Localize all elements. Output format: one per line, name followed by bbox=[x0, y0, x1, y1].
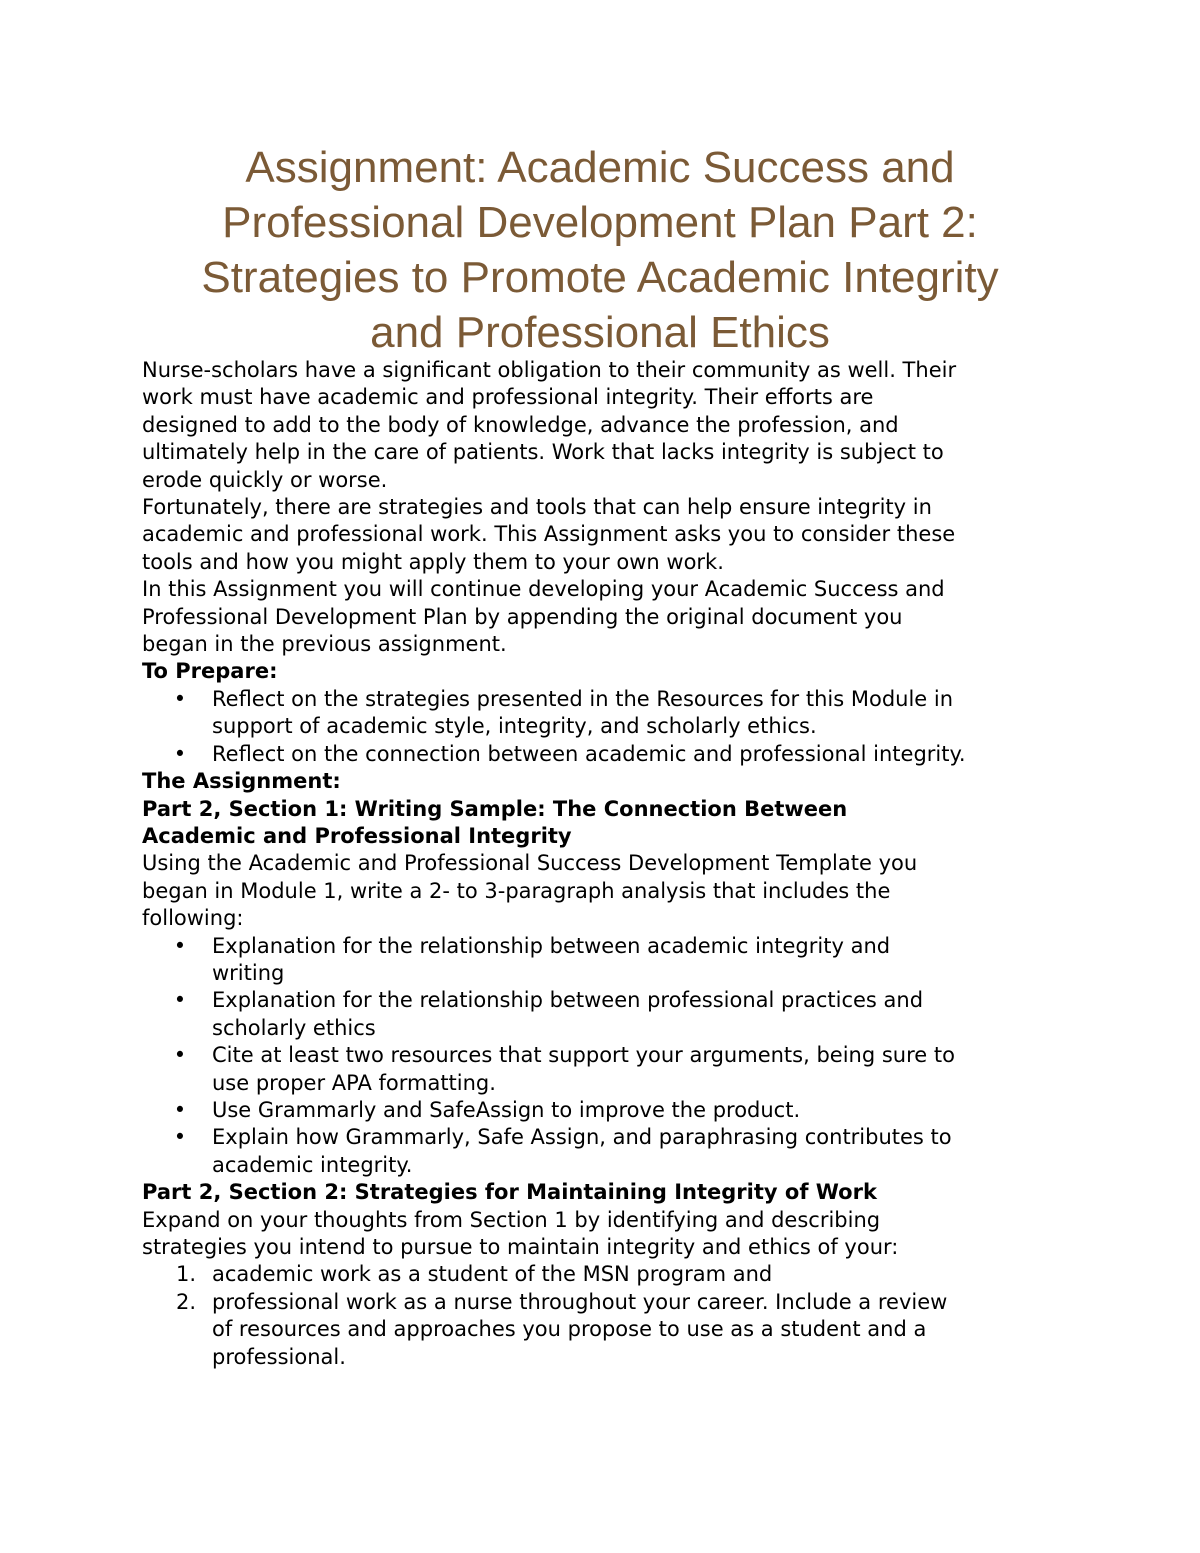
list-number: 2. bbox=[176, 1289, 197, 1314]
list-number: 1. bbox=[176, 1262, 197, 1287]
text-line: use proper APA formatting. bbox=[212, 1070, 496, 1095]
text-line: Reflect on the strategies presented in the Resources for this Module in bbox=[212, 686, 954, 711]
intro-paragraph bbox=[142, 576, 1082, 658]
section1-list bbox=[142, 933, 1082, 1180]
text-line: began in Module 1, write a 2- to 3-paragraph analysis that includes the bbox=[142, 878, 891, 903]
list-item bbox=[142, 1042, 1082, 1097]
bullet-icon: • bbox=[173, 988, 187, 1013]
list-item bbox=[142, 1124, 1082, 1179]
title-line: and Professional Ethics bbox=[370, 308, 830, 357]
bullet-icon: • bbox=[173, 686, 187, 711]
bullet-icon: • bbox=[173, 933, 187, 958]
list-item bbox=[142, 686, 1082, 741]
text-line: designed to add to the body of knowledge, advance the profession, and bbox=[142, 412, 899, 437]
text-line: Fortunately, there are strategies and tools that can help ensure integrity in bbox=[142, 495, 932, 520]
text-line: academic integrity. bbox=[212, 1152, 413, 1177]
text-line: erode quickly or worse. bbox=[142, 467, 388, 492]
text-line: Using the Academic and Professional Success Development Template you bbox=[142, 851, 918, 876]
list-item bbox=[142, 987, 1082, 1042]
assignment-heading: The Assignment: bbox=[142, 769, 341, 794]
text-line: Explanation for the relationship between professional practices and bbox=[212, 988, 924, 1013]
list-item bbox=[142, 1097, 1082, 1124]
text-line: Nurse-scholars have a significant obligation to their community as well. Their bbox=[142, 358, 957, 382]
document-title bbox=[140, 140, 1060, 360]
bullet-icon: • bbox=[173, 1043, 187, 1068]
bullet-icon: • bbox=[173, 1125, 187, 1150]
title-line: Assignment: Academic Success and bbox=[245, 143, 955, 192]
text-line: Reflect on the connection between academic and professional integrity. bbox=[212, 741, 966, 766]
text-line: work must have academic and professional integrity. Their efforts are bbox=[142, 385, 874, 410]
list-item bbox=[142, 1289, 1082, 1371]
title-line: Professional Development Plan Part 2: bbox=[222, 198, 978, 247]
text-line: Cite at least two resources that support your arguments, being sure to bbox=[212, 1043, 955, 1068]
to-prepare-list bbox=[142, 686, 1082, 768]
text-line: following: bbox=[142, 906, 244, 931]
section1-intro bbox=[142, 850, 1082, 932]
document-body bbox=[142, 357, 1082, 1371]
text-line: Expand on your thoughts from Section 1 by identifying and describing bbox=[142, 1207, 881, 1232]
text-line: strategies you intend to pursue to maintain integrity and ethics of your: bbox=[142, 1235, 899, 1259]
text-line: of resources and approaches you propose to use as a student and a bbox=[212, 1317, 927, 1342]
intro-paragraph bbox=[142, 357, 1082, 494]
text-line: Professional Development Plan by appending the original document you bbox=[142, 604, 903, 629]
bullet-icon: • bbox=[173, 1097, 187, 1122]
list-item bbox=[142, 741, 1082, 768]
section1-heading: Part 2, Section 1: Writing Sample: The Connection Between bbox=[142, 796, 848, 821]
list-item bbox=[142, 933, 1082, 988]
section2-intro bbox=[142, 1207, 1082, 1262]
text-line: ultimately help in the care of patients. Work that lacks integrity is subject to bbox=[142, 440, 944, 465]
intro-paragraph bbox=[142, 494, 1082, 576]
text-line: support of academic style, integrity, and scholarly ethics. bbox=[212, 714, 817, 739]
text-line: In this Assignment you will continue developing your Academic Success and bbox=[142, 577, 945, 602]
text-line: professional work as a nurse throughout your career. Include a review bbox=[212, 1289, 948, 1314]
text-line: Use Grammarly and SafeAssign to improve the product. bbox=[212, 1097, 801, 1122]
text-line: tools and how you might apply them to your own work. bbox=[142, 549, 724, 574]
text-line: writing bbox=[212, 960, 285, 985]
title-line: Strategies to Promote Academic Integrity bbox=[201, 253, 999, 302]
text-line: professional. bbox=[212, 1344, 346, 1369]
text-line: Explanation for the relationship between academic integrity and bbox=[212, 933, 891, 958]
section2-list bbox=[142, 1261, 1082, 1371]
text-line: began in the previous assignment. bbox=[142, 632, 507, 657]
text-line: academic work as a student of the MSN program and bbox=[212, 1262, 773, 1287]
list-item bbox=[142, 1261, 1082, 1288]
to-prepare-heading: To Prepare: bbox=[142, 659, 278, 684]
text-line: academic and professional work. This Assignment asks you to consider these bbox=[142, 522, 956, 547]
section2-heading: Part 2, Section 2: Strategies for Maintaining Integrity of Work bbox=[142, 1180, 877, 1205]
text-line: Explain how Grammarly, Safe Assign, and paraphrasing contributes to bbox=[212, 1125, 952, 1150]
bullet-icon: • bbox=[173, 741, 187, 766]
section1-heading: Academic and Professional Integrity bbox=[142, 823, 572, 848]
text-line: scholarly ethics bbox=[212, 1015, 376, 1040]
